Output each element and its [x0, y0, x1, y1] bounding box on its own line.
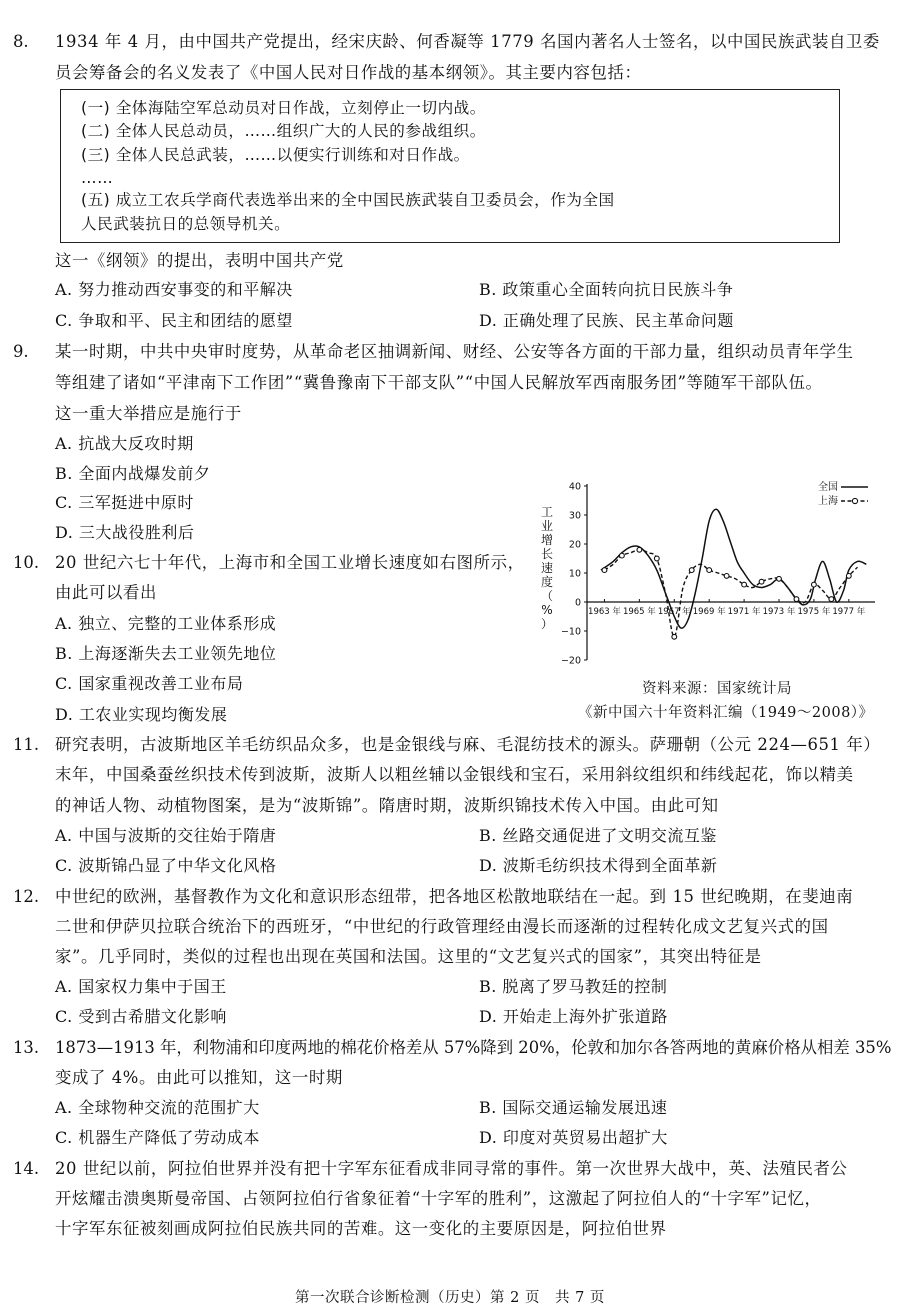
y-tick-label: 10 [568, 568, 581, 580]
series-shanghai-point [672, 634, 677, 639]
q11-option-a[interactable]: A. 中国与波斯的交往始于隋唐 [55, 826, 277, 845]
y-axis-label-char: （ [540, 589, 554, 603]
series-shanghai-point [742, 582, 747, 587]
x-tick-label: 1969 年 [692, 607, 726, 617]
q11-stem-line-3: 的神话人物、动植物图案，是为“波斯锦”。隋唐时期，波斯织锦技术传入中国。由此可知 [55, 796, 719, 815]
box-line-5: (五) 成立工农兵学商代表选举出来的全中国民族武装自卫委员会，作为全国 [81, 191, 615, 209]
y-axis-label-char: 度 [540, 575, 554, 589]
q12-stem-line-2: 二世和伊萨贝拉联合统治下的西班牙，“中世纪的行政管理经由漫长而逐渐的过程转化成文艺复兴式的国 [55, 917, 829, 936]
q8-option-d[interactable]: D. 正确处理了民族、民主革命问题 [479, 311, 734, 330]
y-axis-label-char: ） [540, 617, 554, 631]
q8-option-c[interactable]: C. 争取和平、民主和团结的愿望 [55, 311, 293, 330]
x-tick-label: 1965 年 [622, 607, 656, 617]
chart-source-line-1: 资料来源：国家统计局 [642, 681, 792, 697]
box-line-6: 人民武装抗日的总领导机关。 [81, 215, 291, 233]
series-shanghai-point [689, 568, 694, 573]
y-axis-label [541, 505, 553, 631]
q13-stem-line-1: 1873—1913 年，利物浦和印度两地的棉花价格差从 57%降到 20%，伦敦和加尔各答两地的黄麻价格从相差 35% [55, 1038, 892, 1057]
series-shanghai-point [637, 547, 642, 552]
chart-source-line-2: 《新中国六十年资料汇编（1949～2008）》 [578, 705, 874, 721]
series-shanghai-line [605, 550, 858, 637]
series-shanghai-point [829, 597, 834, 602]
q12-option-a[interactable]: A. 国家权力集中于国王 [55, 977, 227, 996]
series-shanghai-point [759, 579, 764, 584]
y-tick-label: 30 [568, 510, 581, 522]
x-tick-label: 1971 年 [727, 607, 761, 617]
chart-legend [818, 480, 868, 507]
q9-stem-line-1: 某一时期，中共中央审时度势，从革命老区抽调新闻、财经、公安等各方面的干部力量，组织动员青年学生 [55, 342, 854, 361]
q8-stem-line-2: 员会筹备会的名义发表了《中国人民对日作战的基本纲领》。其主要内容包括： [55, 63, 642, 82]
q14-stem-line-2: 开炫耀击溃奥斯曼帝国、占领阿拉伯行省象征着“十字军的胜利”，这激起了阿拉伯人的“十字军”记忆， [55, 1189, 822, 1208]
y-tick-labels [561, 482, 587, 667]
q9-option-b[interactable]: B. 全面内战爆发前夕 [55, 464, 211, 483]
q14-stem-line-3: 十字军东征被刻画成阿拉伯民族共同的苦难。这一变化的主要原因是，阿拉伯世界 [55, 1219, 667, 1238]
box-line-4: …… [81, 169, 114, 187]
q12-number: 12. [13, 887, 40, 906]
legend-shanghai-label: 上海 [818, 496, 838, 507]
box-line-3: (三) 全体人民总武装，……以便实行训练和对日作战。 [81, 146, 470, 164]
series-shanghai-point [707, 568, 712, 573]
series-shanghai-point [846, 574, 851, 579]
series-shanghai-point [794, 597, 799, 602]
y-axis-label-char: % [541, 603, 553, 617]
y-axis-label-char: 工 [540, 505, 554, 519]
q10-option-a[interactable]: A. 独立、完整的工业体系形成 [55, 614, 277, 633]
q13-number: 13. [13, 1038, 40, 1057]
q13-option-d[interactable]: D. 印度对英贸易出超扩大 [479, 1128, 668, 1147]
q10-option-b[interactable]: B. 上海逐渐失去工业领先地位 [55, 644, 277, 663]
x-tick-label: 1963 年 [588, 607, 621, 617]
q9-option-c[interactable]: C. 三军挺进中原时 [55, 493, 194, 512]
q14-stem-line-1: 20 世纪以前，阿拉伯世界并没有把十字军东征看成非同寻常的事件。第一次世界大战中，英、法殖民者公 [55, 1159, 848, 1178]
q10-stem-line-2: 由此可以看出 [55, 583, 157, 602]
x-tick-label: 1975 年 [797, 607, 831, 617]
q9-stem-line-3: 这一重大举措应是施行于 [55, 404, 242, 423]
q10-stem-line-1: 20 世纪六七十年代，上海市和全国工业增长速度如右图所示， [55, 553, 525, 572]
q11-stem-line-1: 研究表明，古波斯地区羊毛纺织品众多，也是金银线与麻、毛混纺技术的源头。萨珊朝（公元 224—651 年） [55, 735, 881, 754]
q13-option-a[interactable]: A. 全球物种交流的范围扩大 [55, 1098, 260, 1117]
q9-option-a[interactable]: A. 抗战大反攻时期 [55, 434, 194, 453]
series-shanghai-point [724, 574, 729, 579]
q8-option-b[interactable]: B. 政策重心全面转向抗日民族斗争 [479, 280, 734, 299]
q11-number: 11. [13, 735, 40, 754]
legend-shanghai-marker [852, 498, 857, 503]
chart-series [601, 509, 866, 639]
q9-number: 9. [13, 342, 29, 361]
q8-stem-line-1: 1934 年 4 月，由中国共产党提出，经宋庆龄、何香凝等 1779 名国内著名人士签名，以中国民族武装自卫委 [55, 32, 880, 51]
q14-number: 14. [13, 1159, 40, 1178]
chart-axes [587, 484, 875, 660]
page-footer: 第一次联合诊断检测（历史）第 2 页 共 7 页 [295, 1290, 605, 1306]
series-shanghai-point [602, 568, 607, 573]
q11-option-b[interactable]: B. 丝路交通促进了文明交流互鉴 [479, 826, 717, 845]
q9-stem-line-2: 等组建了诸如“平津南下工作团”“冀鲁豫南下干部支队”“中国人民解放军西南服务团”等随军干部队伍。 [55, 373, 823, 392]
q11-option-d[interactable]: D. 波斯毛纺织技术得到全面革新 [479, 856, 718, 875]
y-tick-label: 20 [568, 539, 581, 551]
q10-number: 10. [13, 553, 40, 572]
q8-program-box [60, 89, 840, 243]
q8-number: 8. [13, 32, 29, 51]
q9-option-d[interactable]: D. 三大战役胜利后 [55, 523, 195, 542]
y-axis-label-char: 速 [540, 561, 554, 575]
y-tick-label: 0 [574, 597, 581, 609]
q12-option-b[interactable]: B. 脱离了罗马教廷的控制 [479, 977, 668, 996]
q10-option-d[interactable]: D. 工农业实现均衡发展 [55, 705, 228, 724]
series-shanghai-point [654, 556, 659, 561]
q8-option-a[interactable]: A. 努力推动西安事变的和平解决 [55, 280, 293, 299]
y-axis-label-char: 业 [540, 519, 554, 533]
box-line-2: (二) 全体人民总动员，……组织广大的人民的参战组织。 [81, 122, 486, 140]
q13-option-b[interactable]: B. 国际交通运输发展迅速 [479, 1098, 668, 1117]
q10-option-c[interactable]: C. 国家重视改善工业布局 [55, 674, 244, 693]
q8-question: 这一《纲领》的提出，表明中国共产党 [55, 251, 344, 270]
q12-stem-line-3: 家”。几乎同时，类似的过程也出现在英国和法国。这里的“文艺复兴式的国家”，其突出特征是 [55, 947, 762, 966]
q11-stem-line-2: 末年，中国桑蚕丝织技术传到波斯，波斯人以粗丝辅以金银线和宝石，采用斜纹组织和纬线起花，饰以精美 [55, 765, 854, 784]
x-tick-label: 1973 年 [762, 607, 796, 617]
q12-option-d[interactable]: D. 开始走上海外扩张道路 [479, 1007, 668, 1026]
q13-stem-line-2: 变成了 4%。由此可以推知，这一时期 [55, 1068, 343, 1087]
series-shanghai-point [777, 576, 782, 581]
y-axis-label-char: 增 [540, 533, 554, 547]
q13-option-c[interactable]: C. 机器生产降低了劳动成本 [55, 1128, 260, 1147]
y-axis-label-char: 长 [540, 547, 554, 561]
box-line-1: (一) 全体海陆空军总动员对日作战，立刻停止一切内战。 [81, 99, 486, 117]
q11-option-c[interactable]: C. 波斯锦凸显了中华文化风格 [55, 856, 277, 875]
y-tick-label: −20 [560, 655, 581, 667]
x-tick-label: 1977 年 [832, 607, 866, 617]
q12-stem-line-1: 中世纪的欧洲，基督教作为文化和意识形态纽带，把各地区松散地联结在一起。到 15 世纪晚期，在斐迪南 [55, 887, 854, 906]
y-tick-label: 40 [568, 481, 581, 493]
x-tick-label: 1967 年 [657, 607, 691, 617]
series-shanghai-point [812, 582, 817, 587]
legend-national-label: 全国 [818, 482, 838, 493]
q12-option-c[interactable]: C. 受到古希腊文化影响 [55, 1007, 227, 1026]
industrial-growth-chart [535, 474, 885, 674]
y-tick-label: −10 [560, 626, 581, 638]
series-shanghai-point [620, 553, 625, 558]
